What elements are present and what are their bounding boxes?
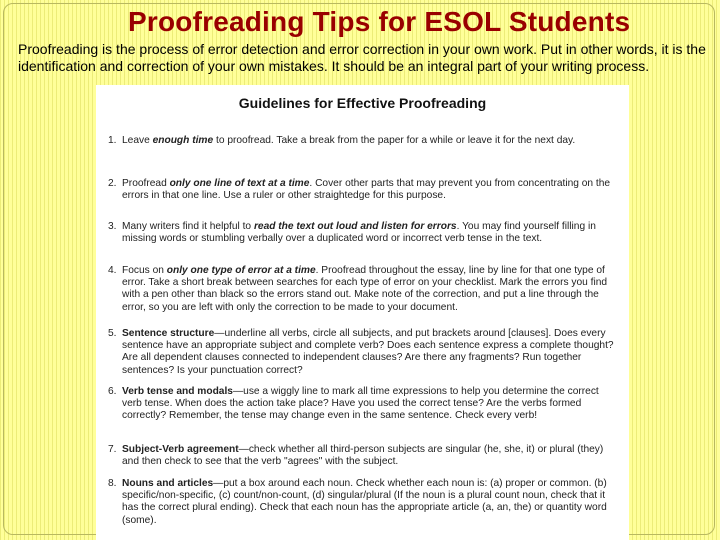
item-number: 6. <box>108 386 117 397</box>
item-number: 2. <box>108 178 117 189</box>
guidelines-document-image <box>96 85 629 540</box>
slide-title: Proofreading Tips for ESOL Students <box>128 6 631 37</box>
item-number: 8. <box>108 478 117 489</box>
item-text: Leave enough time to proofread. Take a break from the paper for a while or leave it for the next day. <box>122 135 576 146</box>
item-number: 5. <box>108 328 117 339</box>
item-text: Many writers find it helpful to read the text out loud and listen for errors. You may find yourself filling in missing words or stumbling verbally over a duplicated word or incorrect verb tense in the text. <box>122 221 596 245</box>
guideline-item-6 <box>108 386 621 423</box>
guideline-item-4 <box>108 265 621 314</box>
item-number: 7. <box>108 444 117 455</box>
guideline-item-2 <box>108 178 621 202</box>
item-text: Proofread only one line of text at a time. Cover other parts that may prevent you from concentrating on the errors in that one line. Use a ruler or other straightedge for this purpose. <box>122 178 611 202</box>
item-number: 3. <box>108 221 117 232</box>
item-text: Focus on only one type of error at a time. Proofread throughout the essay, line by line for that one type of error. Take a short break between searches for each type of error on your checklist. Mark the errors you find with a pen other than black so the errors stand out. Make note of the correction, and put a line through the error, so you are left with only the correction to be made to your document. <box>122 265 608 313</box>
guideline-item-3 <box>108 221 621 245</box>
item-number: 4. <box>108 265 117 276</box>
guideline-item-8 <box>108 478 621 527</box>
item-number: 1. <box>108 135 117 146</box>
guideline-item-5 <box>108 328 621 377</box>
item-text: Verb tense and modals—use a wiggly line to mark all time expressions to help you determine the correct verb tense. When does the action take place? Have you used the correct tense? Are the verbs formed correctly? Remember, the tense may change even in the same sentence. Check every verb! <box>122 386 599 422</box>
item-text: Subject-Verb agreement—check whether all third-person subjects are singular (he, she, it) or plural (they) and then check to see that the verb "agrees" with the subject. <box>122 444 604 468</box>
document-heading: Guidelines for Effective Proofreading <box>238 95 487 111</box>
guideline-item-7 <box>108 444 621 468</box>
guideline-item-1 <box>108 135 621 147</box>
intro-paragraph: Proofreading is the process of error detection and error correction in your own work. Put in other words, it is the identification and correction of your own mistakes. It should be an integral part of your writing process. <box>18 41 706 74</box>
item-text: Nouns and articles—put a box around each noun. Check whether each noun is: (a) proper or common. (b) specific/non-specific, (c) count/non-count, (d) singular/plural (If the noun is a plural count noun, check that it has the correct plural ending). Check that each noun has the appropriate article (a, an, the) or quantity word (some). <box>122 478 607 526</box>
item-text: Sentence structure—underline all verbs, circle all subjects, and put brackets around [clauses]. Does every sentence have an appropriate subject and complete verb? Does each sentence express a complete thought? Are all dependent clauses connected to independent clauses? Are there any fragments? Run together sentences? Is your punctuation correct? <box>122 328 614 376</box>
